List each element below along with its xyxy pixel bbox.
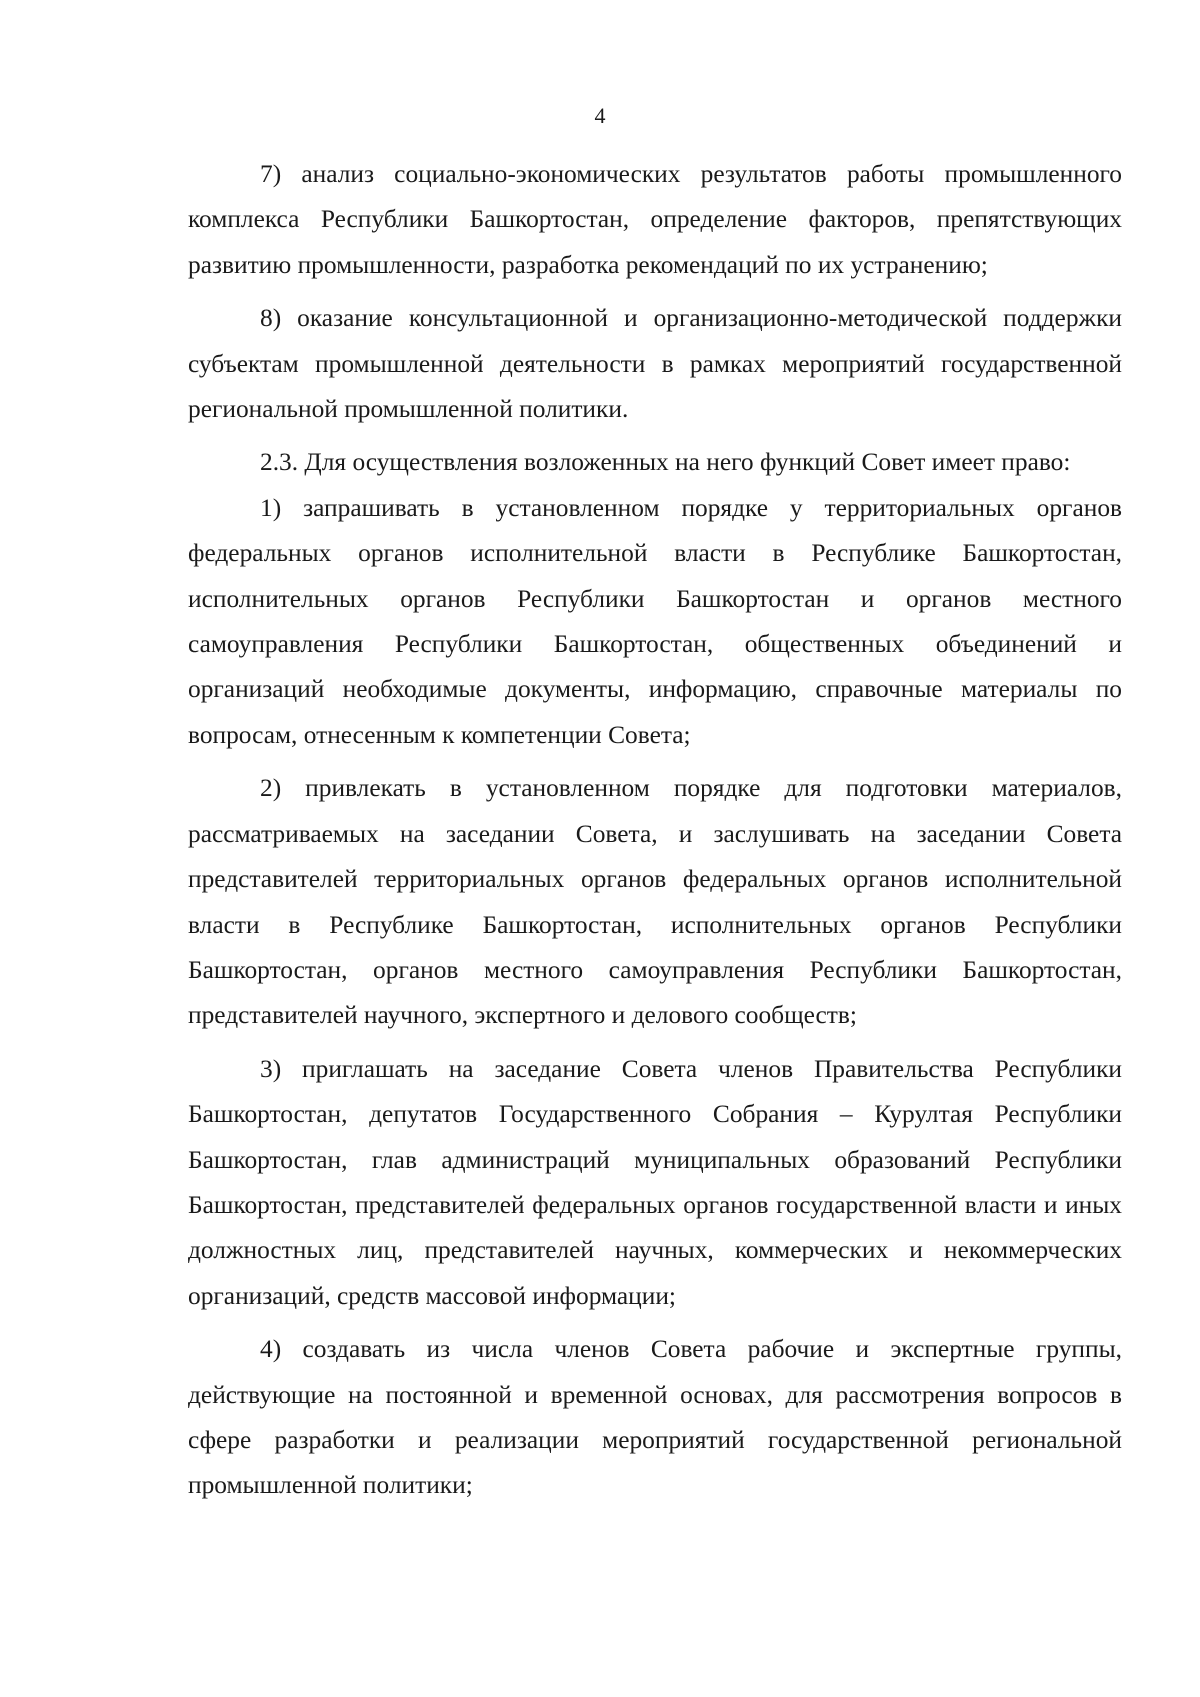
paragraph-right-4: 4) создавать из числа членов Совета рабочие и экспертные группы, действующие на постоянной и временной основах, для рассмотрения вопросов в сфере разработки и реализации мероприятий государственной региональной промышленной политики; (188, 1335, 1122, 1500)
paragraph-right-3: 3) приглашать на заседание Совета членов Правительства Республики Башкортостан, депутатов Государственного Собрания – Курултая Республики Башкортостан, глав администраций муниципальных образований Республики Башкортостан, представителей федеральных органов государственной власти и иных должностных лиц, представителей научных, коммерческих и некоммерческих организаций, средств массовой информации; (188, 1054, 1122, 1310)
page-number: 4 (594, 103, 606, 128)
paragraph-item-7: 7) анализ социально-экономических результатов работы промышленного комплекса Республики Башкортостан, определение факторов, препятствующих развитию промышленности, разработка рекомендаций по их устранению; (188, 160, 1122, 279)
paragraph-section-2-3: 2.3. Для осуществления возложенных на него функций Совет имеет право: (260, 448, 1071, 477)
paragraph-item-8: 8) оказание консультационной и организационно-методической поддержки субъектам промышленной деятельности в рамках мероприятий государственной региональной промышленной политики. (188, 304, 1122, 424)
document-body (188, 152, 1122, 1509)
paragraph-right-2: 2) привлекать в установленном порядке для подготовки материалов, рассматриваемых на заседании Совета, и заслушивать на заседании Совета представителей территориальных органов федеральных органов исполнительной власти в Республике Башкортостан, исполнительных органов Республики Башкортостан, органов местного самоуправления Республики Башкортостан, представителей научного, экспертного и делового сообществ; (188, 774, 1122, 1030)
paragraph-right-1: 1) запрашивать в установленном порядке у территориальных органов федеральных органов исполнительной власти в Республике Башкортостан, исполнительных органов Республики Башкортостан и органов местного самоуправления Республики Башкортостан, общественных объединений и организаций необходимые документы, информацию, справочные материалы по вопросам, отнесенным к компетенции Совета; (188, 493, 1122, 749)
